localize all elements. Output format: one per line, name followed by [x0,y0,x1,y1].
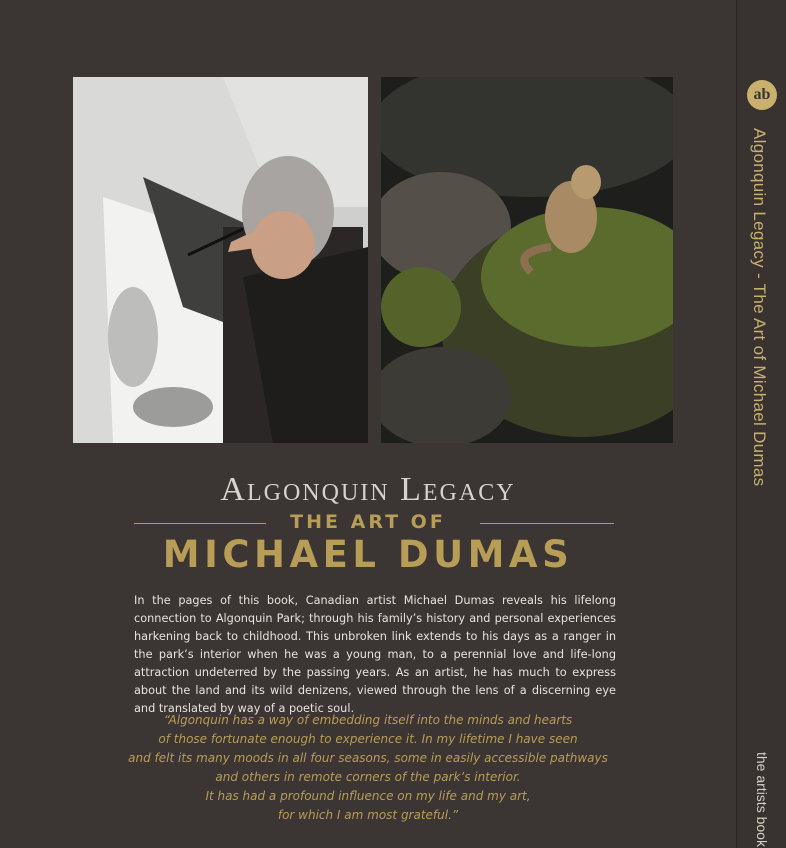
artist-quote [118,711,618,825]
quote-line: and others in remote corners of the park’s interior. [215,770,521,784]
title-michael-dumas: MICHAEL DUMAS [162,533,574,576]
chipmunk-painting-image [381,77,673,443]
title-the-art-of: THE ART OF [290,511,446,533]
quote-line: “Algonquin has a way of embedding itself into the minds and hearts [163,713,573,727]
quote-line: of those fortunate enough to experience it. In my lifetime I have seen [158,732,578,746]
spine-publisher: the artists book [754,752,770,847]
chipmunk-painting-photo [381,77,673,443]
artist-drawing-image [73,77,368,443]
description-paragraph: In the pages of this book, Canadian artist Michael Dumas reveals his lifelong connection to Algonquin Park; through his family’s history and personal experiences harkening back to childhood. This unbroken link extends to his days as a ranger in the park’s interior when he was a young man, to a perennial love and life-long attraction undeterred by the passing years. As an artist, he has much to express about the land and its wild denizens, viewed through the lens of a discerning eye and translated by way of a poetic soul. [134,594,616,715]
artist-drawing-photo [73,77,368,443]
title-algonquin-legacy: Algonquin Legacy [220,471,516,508]
spine-title: Algonquin Legacy - The Art of Michael Dumas [750,128,769,487]
quote-line: It has had a profound influence on my life and my art, [205,789,531,803]
book-spine [736,0,786,848]
publisher-logo: ab [747,80,777,110]
quote-line: for which I am most grateful.” [277,808,459,822]
quote-line: and felt its many moods in all four seasons, some in easily accessible pathways [128,751,608,765]
